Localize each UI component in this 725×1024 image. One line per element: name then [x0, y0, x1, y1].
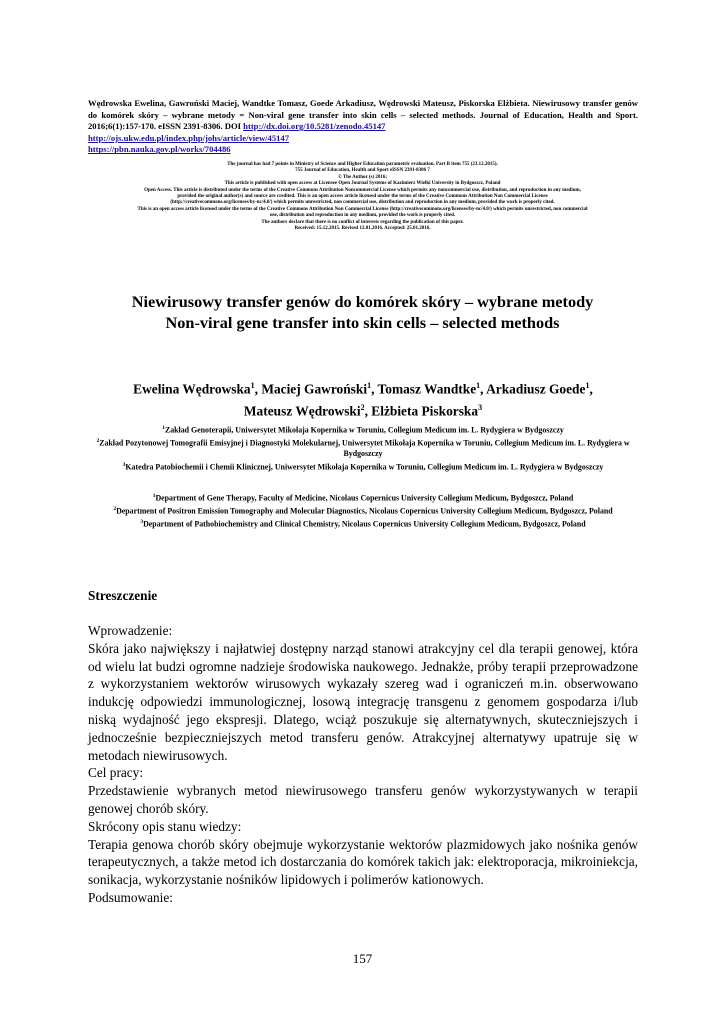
- abstract-paragraph: Przedstawienie wybranych metod niewirusowego transferu genów wykorzystywanych w terapii genowej chorób skóry.: [88, 783, 638, 816]
- affiliation-sup: 2: [96, 438, 100, 445]
- author-list: [88, 376, 638, 421]
- author-line-1: [88, 376, 638, 398]
- pbn-link[interactable]: https://pbn.nauka.gov.pl/works/704486: [88, 144, 231, 155]
- abstract-subheading: Podsumowanie:: [88, 889, 173, 905]
- notice-line: Open Access. This article is distributed under the terms of the Creative Commons Attribution Noncommercial License which permits any noncommercial use, distribution, and reproduction in any medium,: [144, 187, 581, 193]
- ojs-link[interactable]: http://ojs.ukw.edu.pl/index.php/johs/article/view/45147: [88, 132, 290, 143]
- author-name: Tomasz Wandtke: [377, 381, 477, 397]
- author-sup: 1: [250, 381, 255, 390]
- abstract-subheading: Cel pracy:: [88, 765, 144, 781]
- license-notice: [60, 162, 665, 232]
- author-sup: 2: [360, 403, 365, 413]
- citation-text: Wędrowska Ewelina, Gawroński Maciej, Wandtke Tomasz, Goede Arkadiusz, Wędrowski Mateusz, Piskorska Elżbieta. Niewirusowy transfer genów do komórek skóry – wybrane metody = Non-viral gene transfer into skin cells – selected methods. Journal of Education, Health and Sport. 2016;6(1):157-170. eISSN 2391-8306. DOI: [88, 98, 638, 132]
- affiliations-english: [88, 491, 638, 531]
- author-line-2: [88, 398, 638, 420]
- affiliation: [88, 491, 638, 504]
- abstract-paragraph: Skóra jako największy i najłatwiej dostępny narząd stanowi atrakcyjny cel dla terapii genowej, która od wielu lat budzi ogromne nadzieje środowiska naukowego. Jednakże, próby terapii przeprowadzone z wykorzystaniem wektorów wirusowych wykazały szereg wad i ograniczeń m.in. obserwowano indukcję odpowiedzi immunologicznej, losową integrację transgenu z genomem gospodarza i/lub niską wydajność jego ekspresji. Dlatego, wciąż poszukuje się alternatywnych, skuteczniejszych i jednocześnie bezpieczniejszych metod transferu genów. Atrakcyjnej alternatywy upatruje się w metodach niewirusowych.: [88, 640, 638, 763]
- affiliation: [88, 517, 638, 530]
- affiliation-sup: 3: [140, 519, 144, 526]
- notice-line: This article is published with open access at Licensee Open Journal Systems of Kazimierz Wielki University in Bydgoszcz, Poland: [224, 181, 501, 187]
- affiliation: [88, 460, 638, 473]
- affiliation-sup: 1: [162, 425, 165, 431]
- affiliation-text: Department of Pathobiochemistry and Clinical Chemistry, Nicolaus Copernicus University Collegium Medicum, Bydgoszcz, Poland: [143, 520, 586, 530]
- author-name: Arkadiusz Goede: [486, 381, 586, 397]
- title-block: [60, 291, 665, 333]
- title-polish: Niewirusowy transfer genów do komórek skóry – wybrane metody: [131, 292, 594, 311]
- affiliation-text: Department of Gene Therapy, Faculty of Medicine, Nicolaus Copernicus University Collegium Medicum, Bydgoszcz, Poland: [155, 493, 574, 503]
- abstract-paragraph: Terapia genowa chorób skóry obejmuje wykorzystanie wektorów plazmidowych jako nośnika genów terapeutycznych, a także metod ich dostarczania do komórek takich jak: elektroporacja, mikroiniekcja, sonikacja, wykorzystanie nośników lipidowych i polimerów kationowych.: [88, 836, 638, 888]
- author-sep: ,: [254, 381, 262, 397]
- author-sup: 1: [367, 381, 372, 390]
- author-sep: ,: [364, 403, 372, 419]
- notice-line: (http://creativecommons.org/licenses/by-nc/4.0/) which permits unrestricted, non commercial use, distribution and reproduction in any medium, provided the work is properly cited.: [170, 200, 555, 206]
- author-sep: ,: [589, 381, 593, 397]
- notice-line: © The Author (s) 2016;: [337, 174, 388, 180]
- affiliation-text: Department of Positron Emission Tomography and Molecular Diagnostics, Nicolaus Copernicus University Collegium Medicum, Bydgoszcz, Poland: [116, 506, 613, 516]
- notice-line: use, distribution and reproduction in any medium, provided the work is properly cited.: [269, 213, 456, 219]
- affiliation: [88, 423, 638, 436]
- notice-line: The authors declare that there is no conflict of interests regarding the publication of this paper.: [261, 219, 464, 225]
- author-name: Elżbieta Piskorska: [371, 403, 479, 419]
- notice-line: 755 Journal of Education, Health and Sport eISSN 2391-8306 7: [295, 168, 430, 174]
- affiliation-sup: 1: [152, 493, 156, 499]
- affiliation-sup: 2: [113, 506, 117, 513]
- notice-line: provided the original author(s) and source are credited. This is an open access article licensed under the terms of the Creative Commons Attribution Non Commercial License: [177, 194, 548, 200]
- affiliation: [88, 436, 638, 460]
- author-sup: 3: [478, 403, 483, 413]
- notice-line: This is an open access article licensed under the terms of the Creative Commons Attribution Non Commercial License (http://creativecommons.org/licenses/by-nc/4.0/) which permits unrestricted, non commercial: [137, 206, 588, 212]
- affiliation-text: Katedra Patobiochemii i Chemii Klinicznej, Uniwersytet Mikołaja Kopernika w Toruniu, Collegium Medicum im. L. Rydygiera w Bydgoszczy: [125, 462, 604, 472]
- author-sup: 1: [476, 381, 481, 390]
- title-english: Non-viral gene transfer into skin cells – selected methods: [165, 313, 560, 332]
- affiliation: [88, 504, 638, 517]
- abstract-subheading: Wprowadzenie:: [88, 623, 173, 638]
- affiliation-text: Zakład Pozytonowej Tomografii Emisyjnej i Diagnostyki Molekularnej, Uniwersytet Mikołaja Kopernika w Toruniu, Collegium Medicum im. L. Rydygiera w Bydgoszczy: [99, 438, 630, 459]
- affiliation-text: Zakład Genoterapii, Uniwersytet Mikołaja Kopernika w Toruniu, Collegium Medicum im. L. Rydygiera w Bydgoszczy: [164, 425, 564, 435]
- notice-line: Received: 15.12.2015. Revised 12.01.2016. Accepted: 25.01.2016.: [294, 226, 431, 232]
- author-name: Ewelina Wędrowska: [133, 381, 251, 397]
- author-sep: ,: [371, 381, 378, 397]
- author-sep: ,: [480, 381, 487, 397]
- abstract-heading: Streszczenie: [88, 588, 158, 603]
- abstract-subheading: Skrócony opis stanu wiedzy:: [88, 818, 242, 834]
- citation-block: [88, 98, 638, 156]
- author-name: Mateusz Wędrowski: [243, 403, 361, 419]
- abstract-body: [88, 622, 638, 907]
- author-sup: 1: [585, 381, 590, 390]
- affiliation-sup: 3: [122, 462, 126, 469]
- author-name: Maciej Gawroński: [261, 381, 368, 397]
- page-number: 157: [352, 951, 373, 966]
- affiliations-polish: [88, 423, 638, 473]
- notice-line: The journal has had 7 points in Ministry of Science and Higher Education parametric evaluation. Part B item 755 (23.12.2015).: [227, 162, 498, 167]
- doi-link[interactable]: http://dx.doi.org/10.5281/zenodo.45147: [243, 121, 386, 132]
